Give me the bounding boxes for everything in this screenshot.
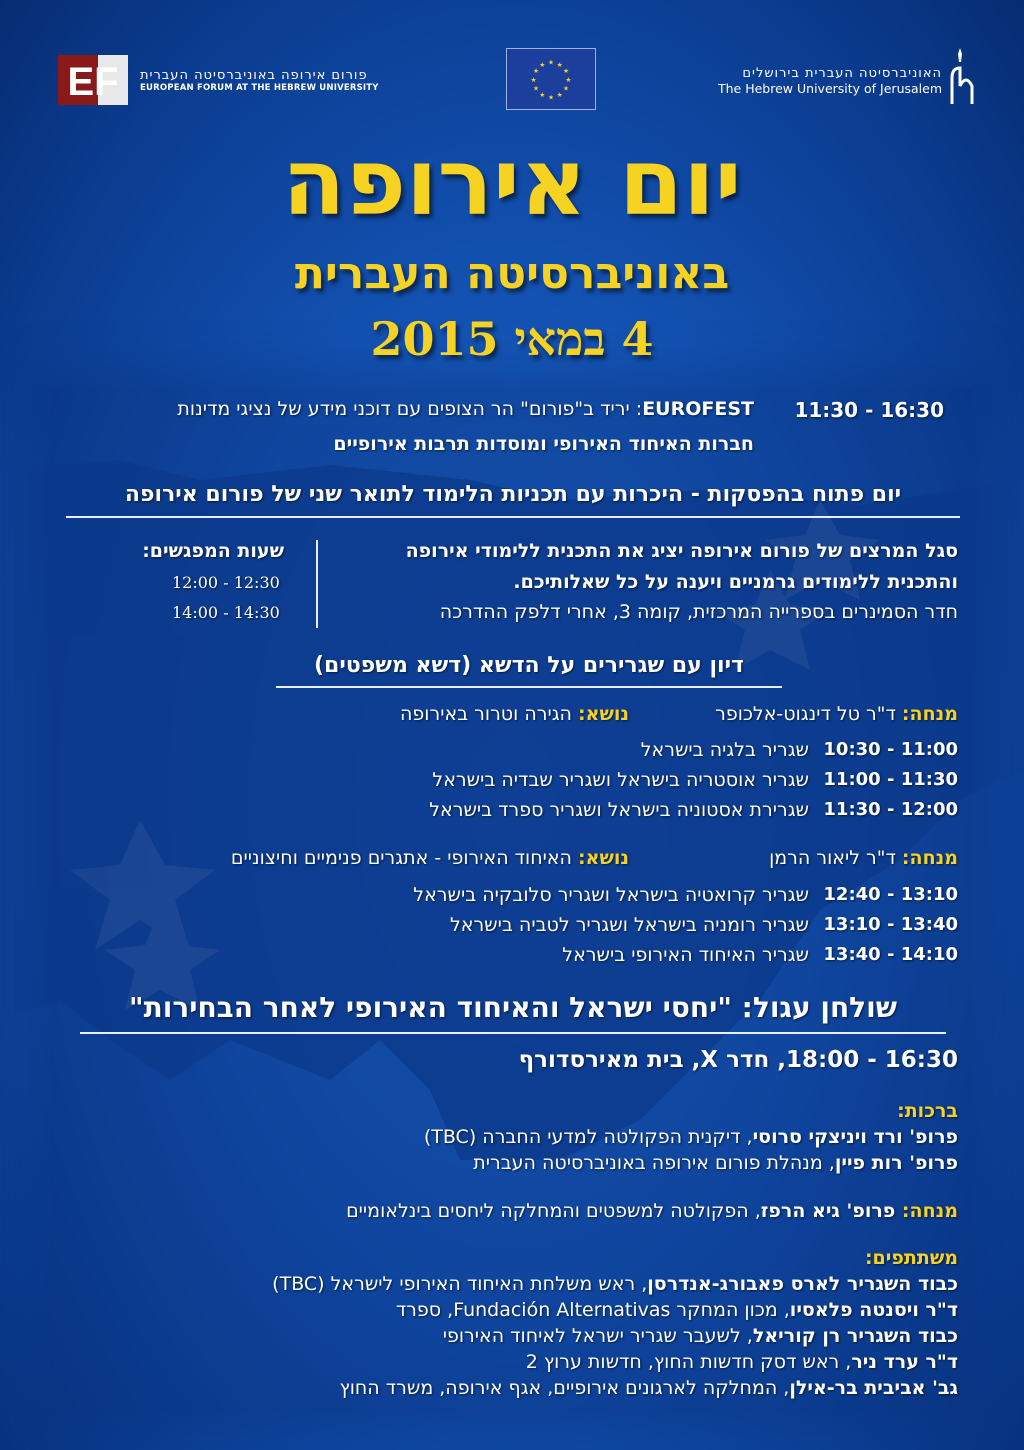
- greeting-1-name: פרופ' ורד ויניצקי סרוסי: [752, 1126, 958, 1148]
- participant-1-role: , ראש משלחת האיחוד האירופי לישראל (TBC): [272, 1273, 648, 1295]
- participants-label: משתתפים:: [864, 1247, 958, 1269]
- session1-row-3-text: שגרירת אסטוניה בישראל ושגריר ספרד בישראל: [429, 799, 809, 821]
- open-day-desc-3: חדר הסמינרים בספרייה המרכזית, קומה 3, אחרי דלפק ההדרכה: [439, 601, 958, 623]
- session2-row-3-time: 13:40 - 14:10: [823, 944, 958, 965]
- session1-moderator: [715, 703, 958, 725]
- svg-text:★: ★: [562, 67, 570, 76]
- participant-3-role: , לשעבר שגריר ישראל לאיחוד האירופי: [442, 1325, 753, 1347]
- meeting-hours-label: שעות המפגשים:: [142, 540, 284, 562]
- participant-5-role: , המחלקה לארגונים אירופיים, אגף אירופה, משרד החוץ: [339, 1377, 790, 1399]
- greeting-2: [473, 1152, 958, 1174]
- svg-text:★: ★: [532, 67, 540, 76]
- eurofest-description: : יריד ב"פורום" הר הצופים עם דוכני מידע של נציגי מדינות: [177, 398, 643, 420]
- svg-text:★: ★: [547, 93, 555, 102]
- session1-topic: [400, 703, 629, 725]
- roundtable-time-place: 16:30 - 18:00, חדר X, בית מאירסדורף: [518, 1047, 958, 1073]
- svg-text:★: ★: [539, 90, 546, 99]
- event-title: יום אירופה: [282, 129, 742, 236]
- session1-row-2-time: 11:00 - 11:30: [823, 769, 958, 790]
- open-day-desc-1: סגל המרצים של פורום אירופה יציג את התכנית ללימודי אירופה: [405, 540, 958, 562]
- eurofest-label: EUROFEST: [642, 398, 754, 420]
- ef-logo-text: EF: [67, 60, 119, 104]
- session2-moderator-name: ד"ר ליאור הרמן: [769, 847, 902, 869]
- svg-text:★: ★: [547, 58, 555, 67]
- meeting-hours-2: 14:00 - 14:30: [172, 603, 280, 622]
- eurofest-line-2: חברות האיחוד האירופי ומוסדות תרבות אירופיים: [333, 433, 754, 455]
- session1-moderator-label: מנחה:: [901, 703, 958, 725]
- huji-name-en: The Hebrew University of Jerusalem: [718, 81, 942, 96]
- session2-row-2-time: 13:10 - 13:40: [823, 914, 958, 935]
- svg-text:★: ★: [530, 75, 537, 84]
- session1-topic-text: הגירה וטרור באירופה: [400, 703, 579, 725]
- svg-text:★: ★: [562, 84, 570, 93]
- greeting-1-role: , דיקנית הפקולטה למדעי החברה (TBC): [423, 1126, 753, 1148]
- svg-text:★: ★: [532, 84, 540, 93]
- ef-name-he: פורום אירופה באוניברסיטה העברית: [140, 68, 368, 83]
- eurofest-time: 11:30 - 16:30: [794, 398, 944, 422]
- participant-5: [339, 1377, 958, 1399]
- roundtable-moderator-name: פרופ' גיא הרפז: [760, 1200, 902, 1222]
- ef-name-en: EUROPEAN FORUM AT THE HEBREW UNIVERSITY: [140, 83, 379, 93]
- session1-row-3-time: 11:30 - 12:00: [823, 799, 958, 820]
- participant-3: [443, 1325, 958, 1347]
- svg-text:★: ★: [539, 60, 546, 69]
- session2-row-2-text: שגריר רומניה בישראל ושגריר לטביה בישראל: [449, 914, 809, 936]
- open-day-divider: [66, 516, 960, 518]
- session2-row-1-time: 12:40 - 13:10: [823, 884, 958, 905]
- huji-name-he: האוניברסיטה העברית בירושלים: [742, 66, 942, 81]
- hebrew-university-name: [718, 66, 942, 96]
- roundtable-heading: שולחן עגול: "יחסי ישראל והאיחוד האירופי לאחר הבחירות": [129, 991, 897, 1024]
- session2-topic-text: האיחוד האירופי - אתגרים פנימיים וחיצוניים: [230, 847, 579, 869]
- session2-row-3-text: שגריר האיחוד האירופי בישראל: [562, 944, 809, 966]
- ambassadors-divider: [276, 686, 782, 688]
- open-day-vertical-divider: [316, 540, 318, 628]
- greetings-label: ברכות:: [897, 1100, 958, 1122]
- session1-row-1-time: 10:30 - 11:00: [823, 739, 958, 760]
- eurofest-line-1: [177, 398, 754, 420]
- open-day-desc-2: והתכנית ללימודים גרמניים ויענה על כל שאלותיכם.: [513, 571, 958, 593]
- greeting-1: [424, 1126, 958, 1148]
- ambassadors-heading: דיון עם שגרירים על הדשא (דשא משפטים): [314, 653, 744, 678]
- greeting-2-role: , מנהלת פורום אירופה באוניברסיטה העברית: [473, 1152, 835, 1174]
- roundtable-moderator: [346, 1200, 958, 1222]
- roundtable-divider: [80, 1032, 946, 1034]
- european-forum-name: [140, 68, 410, 93]
- meeting-hours-1: 12:00 - 12:30: [172, 573, 280, 592]
- session1-row-2-text: שגריר אוסטריה בישראל ושגריר שבדיה בישראל: [432, 769, 809, 791]
- session2-row-1-text: שגריר קרואטיה בישראל ושגריר סלובקיה בישראל: [413, 884, 809, 906]
- open-day-heading: יום פתוח בהפסקות - היכרות עם תכניות הלימוד לתואר שני של פורום אירופה: [124, 482, 902, 507]
- participant-1-name: כבוד השגריר לארס פאבורג-אנדרסן: [647, 1273, 958, 1295]
- session1-row-1-text: שגריר בלגיה בישראל: [640, 739, 809, 761]
- participant-2-name: ד"ר ויסנטה פלאסיו: [789, 1299, 958, 1321]
- session1-moderator-name: ד"ר טל דינגוט-אלכופר: [715, 703, 902, 725]
- participant-5-name: גב' אביבית בר-אילן: [789, 1377, 958, 1399]
- event-subtitle: באוניברסיטה העברית: [294, 248, 730, 299]
- participant-4-name: ד"ר ערד ניר: [851, 1351, 958, 1373]
- svg-text:★: ★: [565, 75, 572, 84]
- participant-4-role: , ראש דסק חדשות החוץ, חדשות ערוץ 2: [525, 1351, 852, 1373]
- svg-text:★: ★: [556, 60, 563, 69]
- roundtable-moderator-role: , הפקולטה למשפטים והמחלקה ליחסים בינלאומיים: [346, 1200, 761, 1222]
- event-date: 4 במאי 2015: [370, 312, 654, 366]
- participant-3-name: כבוד השגריר רן קוריאל: [752, 1325, 958, 1347]
- session1-topic-label: נושא:: [578, 703, 629, 725]
- session2-moderator: [769, 847, 958, 869]
- eu-flag-icon: [506, 48, 596, 110]
- participant-2: [396, 1299, 958, 1321]
- session2-topic-label: נושא:: [578, 847, 629, 869]
- european-forum-logo: [58, 55, 128, 105]
- participant-4: [526, 1351, 958, 1373]
- hebrew-university-logo-icon: [944, 46, 978, 106]
- svg-text:★: ★: [556, 90, 563, 99]
- roundtable-moderator-label: מנחה:: [901, 1200, 958, 1222]
- participant-2-role: , מכון המחקר Fundación Alternativas, ספרד: [395, 1299, 790, 1321]
- session2-moderator-label: מנחה:: [901, 847, 958, 869]
- participant-1: [272, 1273, 958, 1295]
- session2-topic: [231, 847, 629, 869]
- greeting-2-name: פרופ' רות פיין: [834, 1152, 958, 1174]
